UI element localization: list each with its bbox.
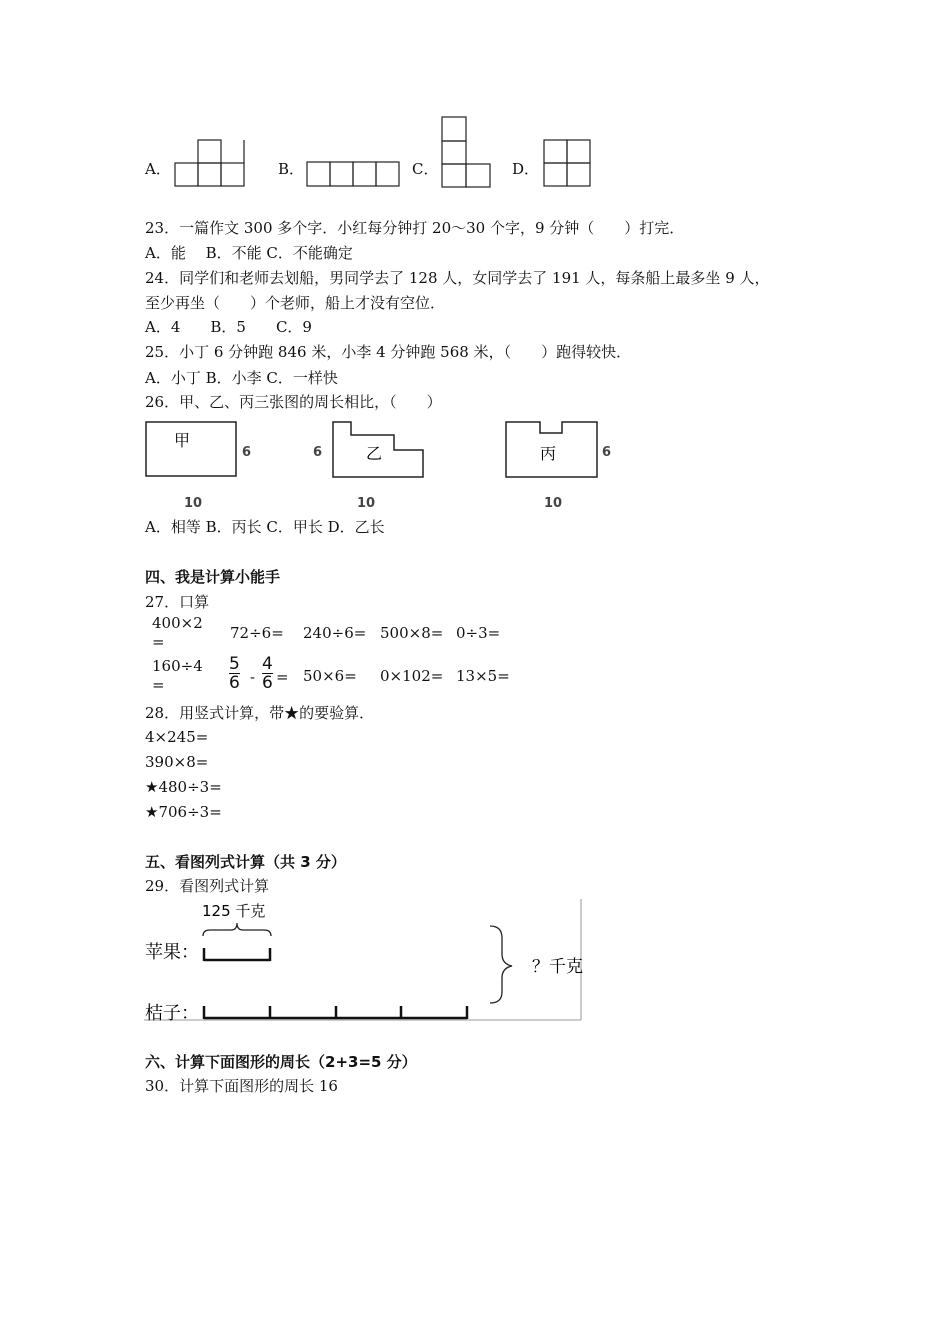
q28-item-1: 4×245= <box>145 728 209 746</box>
fraction-4-6-denominator: 6 <box>262 673 273 693</box>
q27-r2-c4: 0×102= <box>380 667 444 685</box>
diagram-apple-label: 苹果： <box>145 942 199 963</box>
figure-yi-height: 6 <box>313 445 323 460</box>
figure-bing-width: 10 <box>544 496 563 511</box>
q24-stem-line1: 24．同学们和老师去划船，男同学去了 128 人，女同学去了 191 人，每条船上最多坐 9 人， <box>145 269 770 287</box>
fraction-4-6-numerator: 4 <box>262 654 273 674</box>
q28-item-2: 390×8= <box>145 753 209 771</box>
diagram-question-label: ？千克 <box>532 957 583 977</box>
q29-diagram <box>140 896 585 1024</box>
q25-options: A．小丁 B．小李 C．一样快 <box>145 369 338 387</box>
orange-bar <box>204 1006 467 1019</box>
q26-options: A．相等 B．丙长 C．甲长 D．乙长 <box>145 518 385 536</box>
figure-bing <box>506 422 611 511</box>
q27-r2-c5: 13×5= <box>456 667 510 685</box>
apple-bar <box>204 948 270 961</box>
q27-r2-c3: 50×6= <box>303 667 357 685</box>
q22-figure-d <box>543 138 593 188</box>
q22-option-b-label: B． <box>278 160 305 178</box>
figure-jia-shape <box>146 422 236 476</box>
q22-figure-b <box>306 160 402 188</box>
q27-r1-c1a: 400×2 <box>152 614 203 632</box>
section6-heading: 六、计算下面图形的周长（2+3=5 分） <box>145 1053 417 1071</box>
figure-bing-label: 丙 <box>540 444 557 463</box>
q27-title: 27．口算 <box>145 593 210 611</box>
q28-title: 28．用竖式计算，带★的要验算． <box>145 704 375 722</box>
figure-jia-width: 10 <box>184 496 203 511</box>
fraction-minus: - <box>250 668 256 686</box>
diagram-orange-label: 桔子： <box>145 1003 199 1024</box>
q27-r1-c1b: = <box>152 633 165 651</box>
figure-yi-label: 乙 <box>366 444 383 463</box>
section4-heading: 四、我是计算小能手 <box>145 568 281 586</box>
figure-jia-height: 6 <box>242 445 252 460</box>
q27-r1-c4: 500×8= <box>380 624 444 642</box>
q22-option-c-label: C． <box>412 160 439 178</box>
q28-item-4: ★706÷3= <box>145 803 222 821</box>
q27-r1-c5: 0÷3= <box>456 624 501 642</box>
figure-bing-height: 6 <box>602 445 612 460</box>
q24-options: A．4 B．5 C．9 <box>145 318 312 336</box>
q27-r1-c2: 72÷6= <box>230 624 284 642</box>
fraction-equals: = <box>276 668 289 686</box>
right-brace <box>490 926 512 1003</box>
q27-r2-c1a: 160÷4 <box>152 657 203 675</box>
q22-option-a-label: A． <box>145 160 171 178</box>
figure-yi-width: 10 <box>357 496 376 511</box>
top-brace <box>203 923 271 936</box>
q28-item-3: ★480÷3= <box>145 778 222 796</box>
q22-figure-c <box>440 116 492 189</box>
q27-r1-c3: 240÷6= <box>303 624 367 642</box>
q24-stem-line2: 至少再坐（ ）个老师，船上才没有空位． <box>145 294 446 312</box>
q26-figures <box>140 418 620 514</box>
fraction-5-6-numerator: 5 <box>229 654 240 674</box>
fraction-5-6-denominator: 6 <box>229 673 240 693</box>
q25-stem: 25．小丁 6 分钟跑 846 米，小李 4 分钟跑 568 米，（ ）跑得较快． <box>145 343 632 361</box>
q27-r2-c1b: = <box>152 676 165 694</box>
q26-stem: 26．甲、乙、丙三张图的周长相比，（ ） <box>145 393 442 411</box>
q22-option-d-label: D． <box>512 160 540 178</box>
q30-title: 30．计算下面图形的周长 16 <box>145 1077 338 1095</box>
section5-heading: 五、看图列式计算（共 3 分） <box>145 853 346 871</box>
q23-stem: 23．一篇作文 300 多个字．小红每分钟打 20～30 个字，9 分钟（ ）打完． <box>145 219 685 237</box>
q23-options: A．能 B．不能 C．不能确定 <box>145 244 353 262</box>
q29-title: 29．看图列式计算 <box>145 877 270 895</box>
fraction-5-6 <box>229 655 240 692</box>
figure-yi <box>313 422 423 511</box>
fraction-4-6 <box>262 655 273 692</box>
figure-jia <box>146 422 251 511</box>
figure-jia-label: 甲 <box>174 431 191 450</box>
diagram-top-label: 125 千克 <box>202 902 266 920</box>
q22-figure-a <box>174 138 246 188</box>
